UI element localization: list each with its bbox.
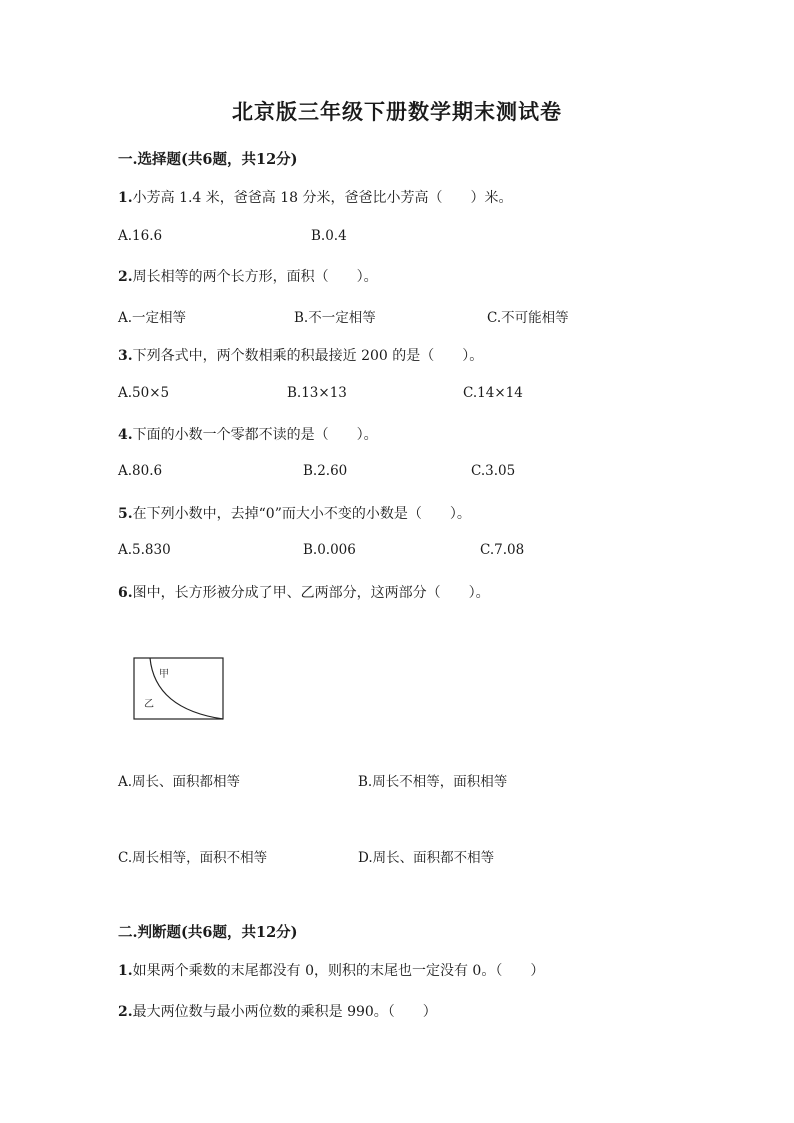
option-c: C.3.05 (471, 463, 516, 479)
question-1 (118, 187, 513, 207)
section-heading-true-false: 二.判断题(共6题，共12分) (118, 924, 298, 941)
question-4 (118, 424, 378, 444)
option-a: A.16.6 (118, 228, 163, 244)
question-number: 3. (118, 348, 133, 364)
question-2 (118, 266, 378, 286)
option-a: A.80.6 (118, 463, 163, 479)
question-number: 5. (118, 506, 133, 522)
option-c: C.7.08 (480, 542, 525, 558)
tf-question-1 (118, 960, 544, 980)
question-number: 1. (118, 963, 133, 979)
option-a: A.一定相等 (118, 310, 187, 326)
option-b: B.0.006 (303, 542, 356, 558)
option-c: C.14×14 (463, 385, 523, 401)
diagram-curve (150, 658, 223, 719)
option-b: B.周长不相等，面积相等 (358, 774, 508, 790)
question-text: 最大两位数与最小两位数的乘积是 990。（ ） (132, 1004, 437, 1020)
tf-question-2 (118, 1001, 437, 1021)
option-b: B.2.60 (303, 463, 348, 479)
question-3 (118, 345, 483, 365)
question-text: 如果两个乘数的末尾都没有 0，则积的末尾也一定没有 0。（ ） (132, 963, 545, 979)
rectangle-diagram (133, 657, 225, 721)
section-heading-choice: 一.选择题(共6题，共12分) (118, 151, 298, 168)
question-text: 周长相等的两个长方形，面积（ ）。 (132, 269, 378, 285)
option-b: B.13×13 (287, 385, 347, 401)
label-jia: 甲 (159, 669, 169, 680)
question-text: 下列各式中，两个数相乘的积最接近 200 的是（ ）。 (132, 348, 484, 364)
option-c: C.周长相等，面积不相等 (118, 850, 268, 866)
question-text: 图中，长方形被分成了甲、乙两部分，这两部分（ ）。 (132, 585, 490, 601)
question-number: 2. (118, 269, 133, 285)
question-6 (118, 582, 490, 602)
question-number: 6. (118, 585, 133, 601)
option-a: A.5.830 (118, 542, 171, 558)
question-number: 2. (118, 1004, 133, 1020)
label-yi: 乙 (144, 699, 154, 710)
page-title: 北京版三年级下册数学期末测试卷 (232, 99, 562, 124)
option-a: A.50×5 (118, 385, 170, 401)
question-number: 1. (118, 190, 133, 206)
option-c: C.不可能相等 (487, 310, 569, 326)
question-text: 在下列小数中，去掉“0”而大小不变的小数是（ ）。 (132, 506, 471, 522)
question-number: 4. (118, 427, 133, 443)
option-a: A.周长、面积都相等 (118, 774, 241, 790)
question-5 (118, 503, 471, 523)
option-d: D.周长、面积都不相等 (358, 850, 495, 866)
question-text: 下面的小数一个零都不读的是（ ）。 (132, 427, 378, 443)
question-text: 小芳高 1.4 米，爸爸高 18 分米，爸爸比小芳高（ ）米。 (132, 190, 513, 206)
option-b: B.0.4 (311, 228, 347, 244)
option-b: B.不一定相等 (294, 310, 376, 326)
